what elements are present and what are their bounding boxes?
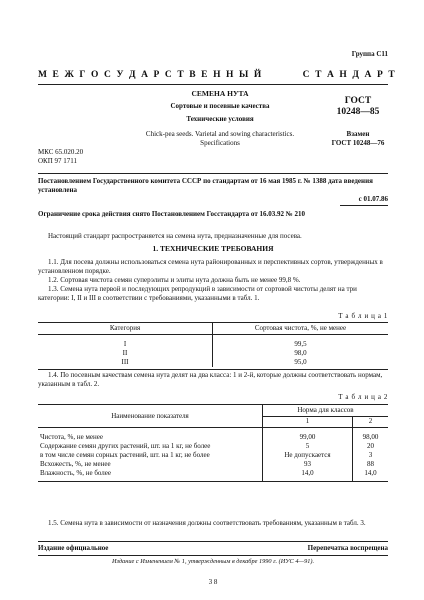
official-edition: Издание официальное: [38, 544, 109, 552]
table1-header-category: Категория: [38, 323, 213, 335]
intro-paragraph: Настоящий стандарт распространяется на семена нута, предназначенные для посева.: [48, 232, 302, 240]
paragraph-1-4: 1.4. По посевным качествам семена нута делят на два класса: 1 и 2-й, которые должны соответствовать нормам, указанным в табл. 2.: [38, 371, 383, 388]
replaces-label: Взамен: [346, 130, 370, 138]
replaces-number: ГОСТ 10248—76: [331, 139, 385, 147]
paragraph-1-3: 1.3. Семена нута первой и последующих репродукций в зависимости от сортовой чистоты делят на три категории: I, II и III в соответствии с требованиями, указанными в табл. 1.: [38, 285, 357, 302]
date-underline: [340, 205, 388, 206]
paragraph-1-1: 1.1. Для посева должны использоваться семена нута районированных и перспективных сортов, утвержденных в установленном порядке.: [38, 258, 383, 275]
gost-label: ГОСТ: [344, 96, 372, 106]
reprint-notice: Перепечатка воспрещена: [307, 544, 388, 552]
title-block: [130, 89, 310, 148]
table2-header-name: Наименование показателя: [38, 405, 263, 428]
table2: [38, 404, 388, 482]
banner-rule: [38, 84, 388, 85]
table-row: Содержание семян других растений, шт. на 1 кг, не более 5 20: [40, 442, 374, 450]
page-number: 3 8: [208, 578, 218, 586]
table1-header-purity: Сортовая чистота, %, не менее: [254, 324, 347, 332]
table-row: Влажность, %, не более 14,0 14,0: [38, 469, 388, 482]
table1: [38, 322, 388, 370]
table2-header-class1: 1: [263, 416, 353, 428]
amendment-note: Издание с Изменением № 1, утвержденным в декабре 1990 г. (ИУС 4—91).: [111, 558, 315, 565]
document-subtitle-2: Технические условия: [186, 114, 254, 123]
table2-caption: Т а б л и ц а 2: [338, 393, 388, 401]
paragraph-1-2: 1.2. Сортовая чистота семян суперэлиты и элиты нута должна быть не менее 99,8 %.: [48, 276, 301, 284]
table-row: в том числе семян сорных растений, шт. на 1 кг, не более Не допускается 3: [40, 451, 373, 459]
standard-banner: М Е Ж Г О С У Д А Р С Т В Е Н Н Ы Й С Т А Н Д А Р Т: [38, 70, 397, 80]
okp-code: ОКП 97 1711: [38, 157, 78, 165]
group-code: Группа С11: [351, 50, 388, 58]
mks-code: МКС 65.020.20: [38, 148, 84, 156]
header-rule: [38, 173, 388, 174]
classification-codes: [38, 148, 83, 166]
decree-text: Постановлением Государственного комитета СССР по стандартам от 16 мая 1985 г. № 1388 дата введения установлена: [38, 177, 373, 194]
table1-cell-category: I II III: [38, 335, 213, 368]
english-title-1: Chick-pea seeds. Varietal and sowing characteristics.: [145, 129, 295, 138]
document-subtitle-1: Сортовые и посевные качества: [170, 101, 270, 110]
table2-header-class2: 2: [368, 417, 373, 426]
section-heading: 1. ТЕХНИЧЕСКИЕ ТРЕБОВАНИЯ: [152, 244, 274, 253]
table1-cell-purity: 99,5 98,0 95,0: [294, 340, 307, 366]
footer-rule-2: [38, 555, 388, 556]
gost-block: [322, 96, 394, 148]
decree-date: с 01.07.86: [358, 195, 388, 203]
table1-caption: Т а б л и ц а 1: [338, 312, 388, 320]
decree-limit: Ограничение срока действия снято Постановлением Госстандарта от 16.03.92 № 210: [38, 210, 306, 218]
paragraph-1-5: 1.5. Семена нута в зависимости от назначения должны соответствовать требованиям, указанным в табл. 3.: [48, 519, 366, 527]
gost-number: 10248—85: [336, 107, 380, 117]
table-row: Чистота, %, не менее 99,00 98,00: [38, 428, 388, 443]
footer-rule: [38, 541, 388, 542]
table2-header-norm: Норма для классов: [263, 405, 389, 417]
document-title: СЕМЕНА НУТА: [191, 89, 249, 98]
table-row: Всхожесть, %, не менее 93 88: [40, 460, 374, 468]
english-title-2: Specifications: [200, 138, 240, 147]
section-paragraphs: [38, 258, 388, 303]
